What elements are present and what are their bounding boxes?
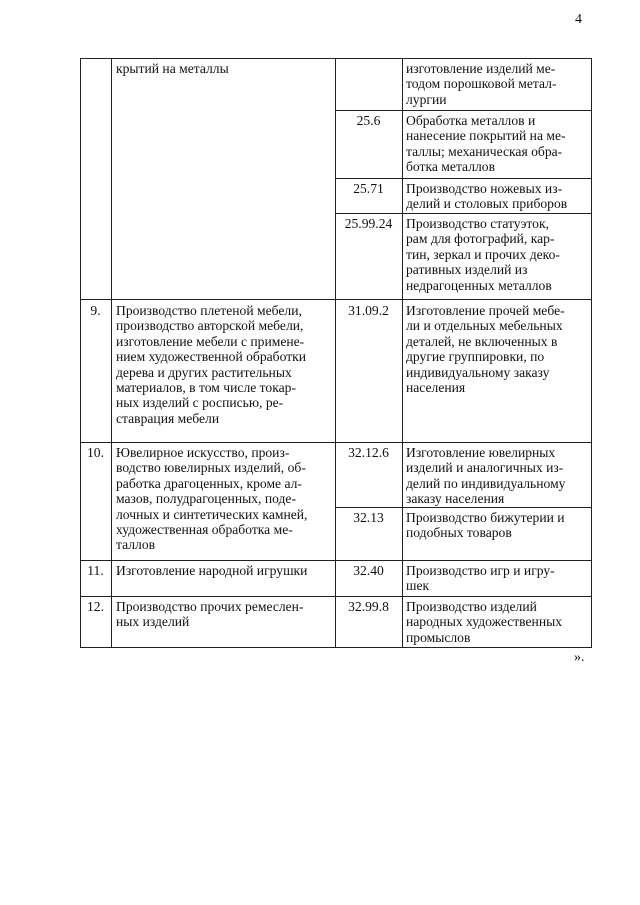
page-number: 4: [575, 12, 582, 27]
product-description: изготовление изделий ме- тодом порошковой метал- лургии: [406, 61, 557, 107]
activity-table: [80, 58, 592, 648]
product-description: Производство статуэток, рам для фотографий, кар- тин, зеркал и прочих деко- ративных изделий из недрагоценных металлов: [406, 216, 560, 293]
okved-code: 32.12.6: [348, 445, 389, 460]
product-description: Изготовление ювелирных изделий и аналогичных из- делий по индивидуальному заказу населения: [406, 445, 566, 507]
row-number: 9.: [90, 303, 101, 318]
okved-code: 31.09.2: [348, 303, 389, 318]
table-border-bottom: [80, 647, 592, 648]
activity-description: Производство прочих ремеслен- ных изделий: [116, 599, 304, 630]
product-description: Производство ножевых из- делий и столовых приборов: [406, 181, 568, 212]
okved-code: 32.99.8: [348, 599, 389, 614]
activity-description: крытий на металлы: [116, 61, 229, 76]
okved-code: 25.99.24: [344, 216, 393, 231]
activity-description: Изготовление народной игрушки: [116, 563, 308, 578]
entry-separator: [335, 213, 592, 214]
row-number: 10.: [87, 445, 104, 460]
product-description: Производство бижутерии и подобных товаров: [406, 510, 565, 541]
entry-separator: [335, 110, 592, 111]
product-description: Обработка металлов и нанесение покрытий на ме- таллы; механическая обра- ботка металлов: [406, 113, 566, 175]
okved-code: 25.71: [353, 181, 384, 196]
okved-code: 32.40: [353, 563, 384, 578]
okved-code: 32.13: [353, 510, 384, 525]
row-separator: [80, 442, 592, 443]
product-description: Изготовление прочей мебе- ли и отдельных мебельных деталей, не включенных в другие группировки, по индивидуальному заказу населения: [406, 303, 565, 396]
entry-separator: [335, 507, 592, 508]
entry-separator: [335, 178, 592, 179]
row-separator: [80, 299, 592, 300]
row-number: 11.: [87, 563, 104, 578]
activity-description: Производство плетеной мебели, производство авторской мебели, изготовление мебели с примене- нием художественной обработки дерева и других растительных материалов, в том числе токар- ных изделий с росписью, ре- ставрация мебели: [116, 303, 307, 426]
row-separator: [80, 560, 592, 561]
row-number: 12.: [87, 599, 104, 614]
row-separator: [80, 596, 592, 597]
table-border-top: [80, 58, 592, 59]
closing-quote-mark: ».: [574, 650, 585, 665]
okved-code: 25.6: [356, 113, 381, 128]
activity-description: Ювелирное искусство, произ- водство ювелирных изделий, об- работка драгоценных, кроме ал- мазов, полудрагоценных, поде- лочных и синтетических камней, художественная обработка ме- таллов: [116, 445, 308, 553]
product-description: Производство изделий народных художественных промыслов: [406, 599, 563, 645]
product-description: Производство игр и игру- шек: [406, 563, 555, 594]
